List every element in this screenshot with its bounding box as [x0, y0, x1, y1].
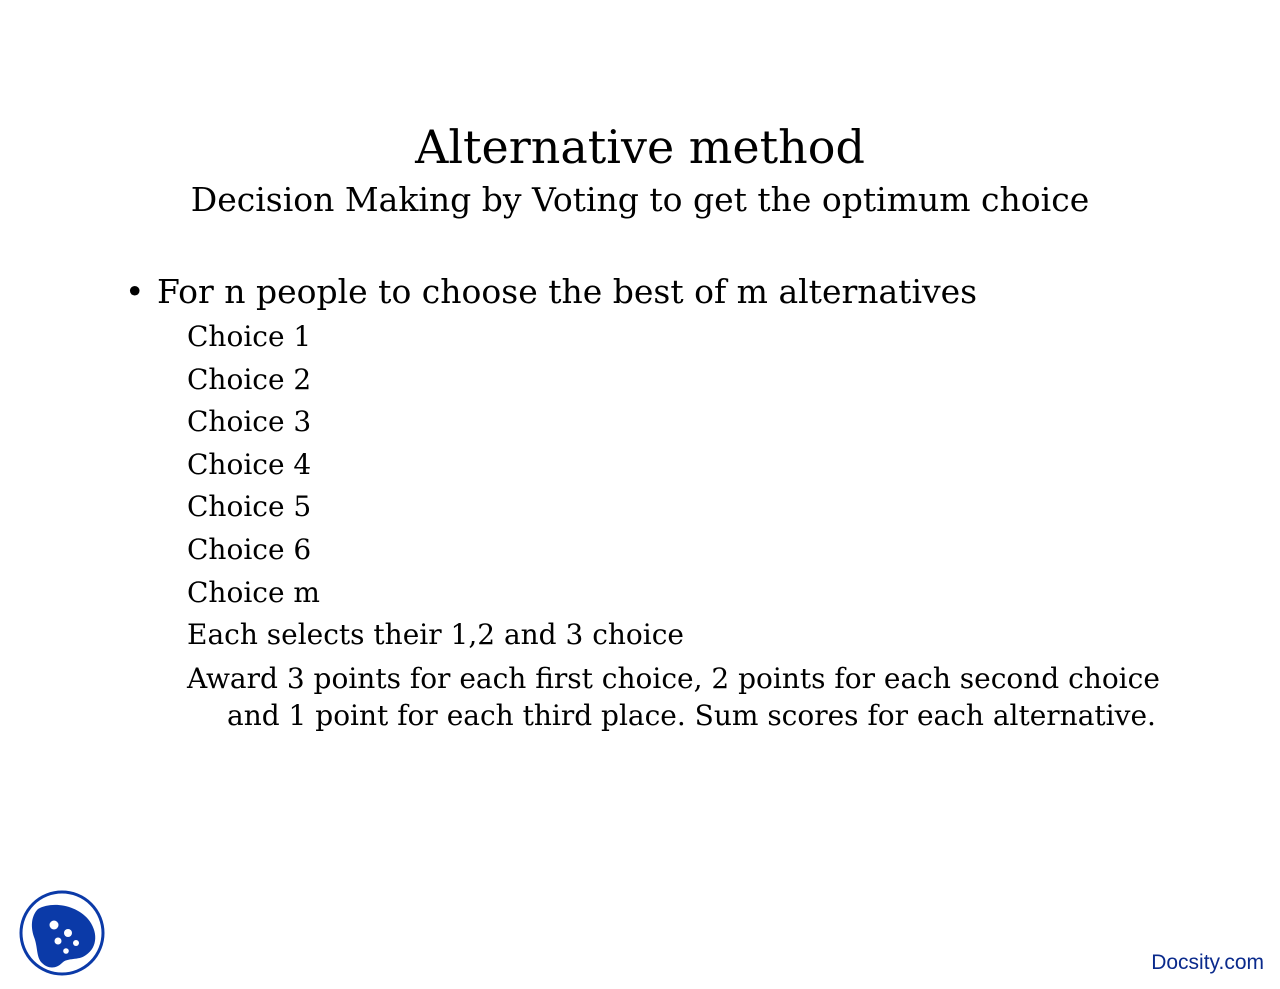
docsity-logo-icon[interactable]	[18, 889, 106, 977]
main-bullet	[125, 270, 977, 314]
bullet-marker: •	[125, 272, 145, 311]
sub-item-choice-m: Choice m	[187, 575, 320, 609]
sub-item-each-selects: Each selects their 1,2 and 3 choice	[187, 618, 684, 652]
sub-item-choice-1: Choice 1	[187, 320, 312, 353]
brand-link[interactable]: Docsity.com	[1151, 951, 1264, 974]
sub-list	[187, 316, 1177, 734]
sub-item-choice-2: Choice 2	[187, 362, 312, 396]
sub-item-choice-5: Choice 5	[187, 490, 312, 524]
sub-item-choice-6: Choice 6	[187, 532, 312, 566]
slide-title: Alternative method	[415, 120, 865, 174]
main-bullet-text: For n people to choose the best of m alternatives	[157, 272, 978, 311]
docsity-logo-graphic	[18, 889, 106, 977]
sub-item-choice-4: Choice 4	[187, 447, 312, 481]
slide-subtitle: Decision Making by Voting to get the optimum choice	[190, 180, 1090, 219]
sub-item-choice-3: Choice 3	[187, 405, 312, 439]
sub-item-award-points: Award 3 points for each first choice, 2 points for each second choice and 1 point for each third place. Sum scores for each alternative.	[187, 661, 1160, 732]
